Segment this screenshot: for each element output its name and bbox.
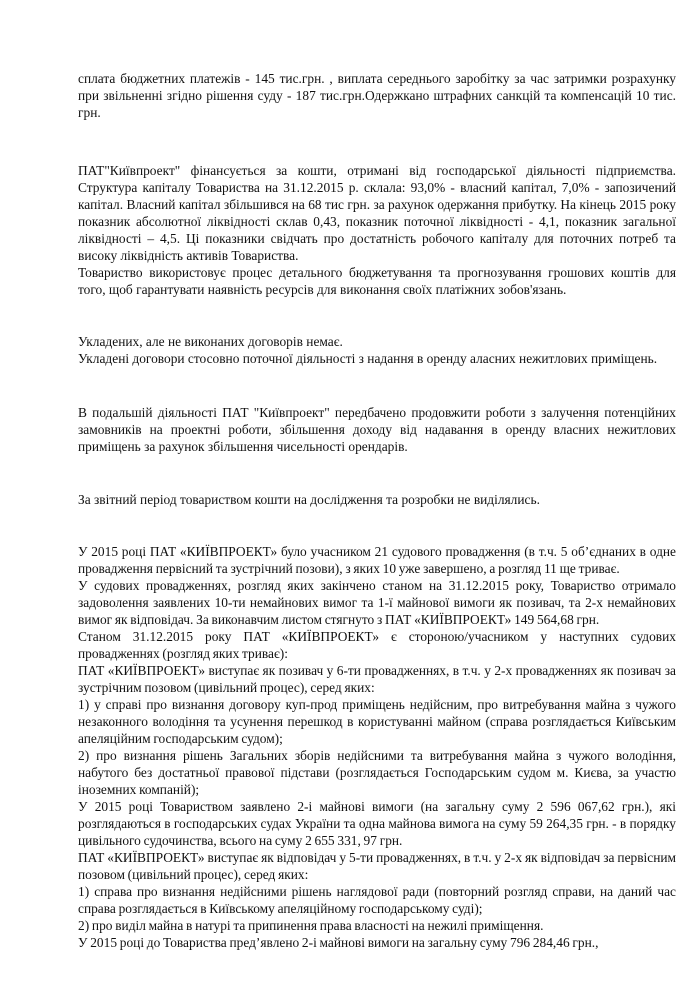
text-paragraph: У 2015 році Товариством заявлено 2-і майнові вимоги (на загальну суму 2 596 067,62 грн.), які розглядаються в господарських судах України та одна майнова вимога на суму 59 264,35 грн. - в порядку цивільного судочинства, всього на суму 2 655 331, 97 грн. xyxy=(78,799,676,848)
document-page xyxy=(78,70,676,951)
text-paragraph: У судових провадженнях, розгляд яких закінчено станом на 31.12.2015 року, Товариство отримало задоволення заявлених 10-ти немайнових вимог та 1-ї майнової вимоги як позивач, та 2-х немайнових вимог як відповідач. За виконавчим листом стягнуто з ПАТ «КИЇВПРОЕКТ» 149 564,68 грн. xyxy=(78,578,676,627)
text-paragraph: У 2015 році до Товариства пред’явлено 2-і майнові вимоги на загальну суму 796 284,46 грн., xyxy=(78,935,599,950)
text-paragraph: В подальшій діяльності ПАТ "Київпроект" передбачено продовжити роботи з залучення потенційних замовників на проектні роботи, збільшення доходу від надавання в оренду власних нежитлових приміщень за рахунок збільшення чисельності орендарів. xyxy=(78,405,676,454)
text-paragraph: Товариство використовує процес детального бюджетування та прогнозування грошових коштів для того, щоб гарантувати наявність ресурсів для виконання своїх платіжних зобов'язань. xyxy=(78,265,676,297)
paragraph-budget-payments xyxy=(78,70,676,121)
text-paragraph: Укладені договори стосовно поточної діяльності з надання в оренду аласних нежитлових приміщень. xyxy=(78,351,658,366)
text-paragraph: За звітний період товариством кошти на дослідження та розробки не виділялись. xyxy=(78,492,540,507)
paragraph-litigation xyxy=(78,543,676,951)
text-paragraph: сплата бюджетних платежів - 145 тис.грн. , виплата середнього заробітку за час затримки розрахунку при звільненні згідно рішення суду - 187 тис.грн.Одержкано штрафних санкцій та компенсацій 10 тис. грн. xyxy=(78,71,676,120)
text-paragraph: ПАТ «КИЇВПРОЕКТ» виступає як відповідач у 5-ти провадженнях, в т.ч. у 2-х як відповідач за первісним позовом (цивільний процес), серед яких: xyxy=(78,850,676,882)
text-paragraph: Станом 31.12.2015 року ПАТ «КИЇВПРОЕКТ» є стороною/учасником у наступних судових провадженнях (розгляд яких триває): xyxy=(78,629,676,661)
paragraph-future-activity xyxy=(78,404,676,455)
paragraph-contracts xyxy=(78,333,676,367)
paragraph-research xyxy=(78,491,676,508)
text-paragraph: 1) справа про визнання недійсними рішень наглядової ради (повторний розгляд справи, на даний час справа розглядається в Київському апеляційному господарському суді); xyxy=(78,884,676,916)
text-paragraph: 2) про визнання рішень Загальних зборів недійсними та витребування майна з чужого володіння, набутого без достатньої правової підстави (розглядається Господарським судом м. Києва, за участю іноземних компаній); xyxy=(78,748,676,797)
text-paragraph: У 2015 році ПАТ «КИЇВПРОЕКТ» було учасником 21 судового провадження (в т.ч. 5 об’єднаних в одне провадження первісний та зустрічний позови), з яких 10 уже завершено, а розгляд 11 ще триває. xyxy=(78,544,676,576)
text-paragraph: 2) про виділ майна в натурі та припинення права власності на нежилі приміщення. xyxy=(78,918,544,933)
paragraph-financing xyxy=(78,162,676,298)
text-paragraph: 1) у справі про визнання договору куп-прод приміщень недійсним, про витребування майна з чужого незаконного володіння та усунення перешкод в користуванні майном (справа розглядається Київським апеляційним господарським судом); xyxy=(78,697,676,746)
text-paragraph: ПАТ «КИЇВПРОЕКТ» виступає як позивач у 6-ти провадженнях, в т.ч. у 2-х провадженнях як позивач за зустрічним позовом (цивільний процес), серед яких: xyxy=(78,663,676,695)
text-paragraph: ПАТ"Київпроект" фінансується за кошти, отримані від господарської діяльності підприємства. Структура капіталу Товариства на 31.12.2015 р. склала: 93,0% - власний капітал, 7,0% - запозичений капітал. Власний капітал збільшився на 68 тис грн. за рахунок одержання прибутку. На кінець 2015 року показник абсолютної ліквідності склав 0,43, показник поточної ліквідності - 4,1, показник загальної ліквідності – 4,5. Ці показники свідчать про достатність робочого капіталу для поточних потреб та високу ліквідність активів Товариства. xyxy=(78,163,676,263)
text-paragraph: Укладених, але не виконаних договорів немає. xyxy=(78,334,343,349)
